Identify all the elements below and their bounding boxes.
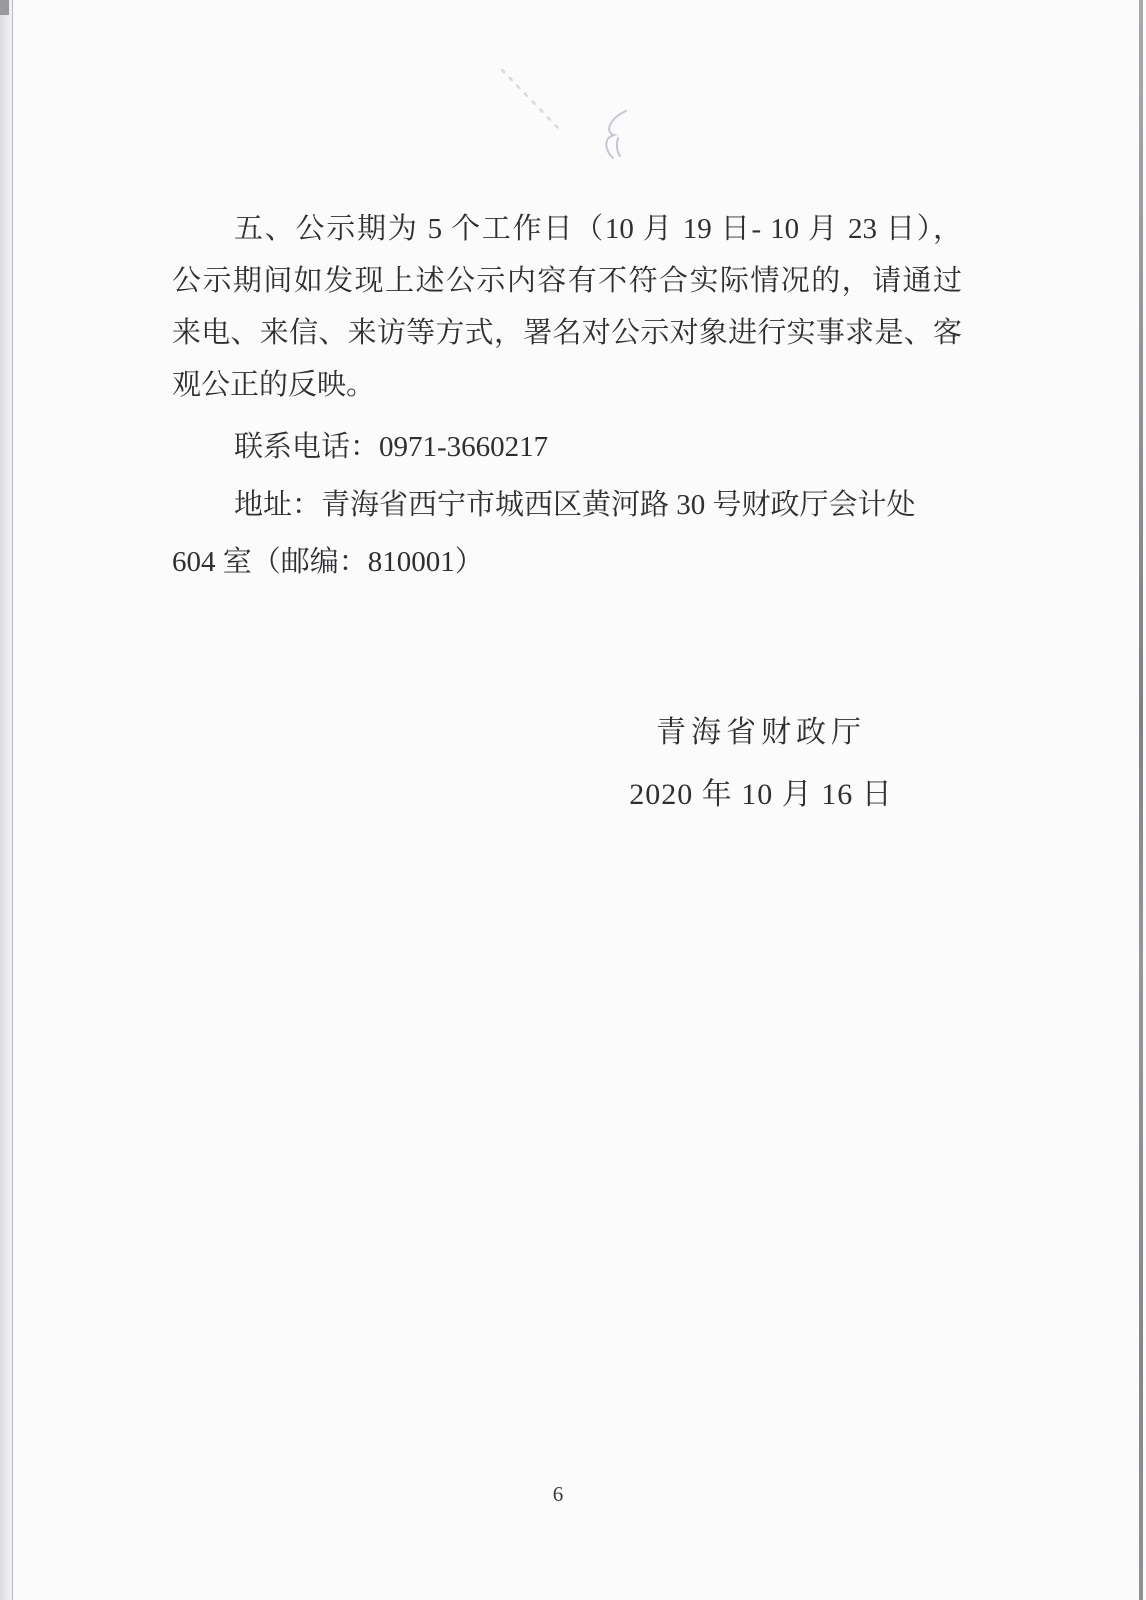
document-body xyxy=(172,203,962,588)
paragraph-line-2: 公示期间如发现上述公示内容有不符合实际情况的，请通过 xyxy=(172,265,962,297)
signature-organization: 青海省财政厅 xyxy=(656,716,866,749)
page-number: 6 xyxy=(552,1482,564,1506)
scan-edge-left-artifact xyxy=(0,0,13,1600)
scan-edge-right-artifact xyxy=(1139,0,1143,1600)
signature-block xyxy=(608,714,914,814)
paragraph-line-3: 来电、来信、来访等方式，署名对公示对象进行实事求是、客 xyxy=(172,317,962,349)
address-line-1: 地址：青海省西宁市城西区黄河路 30 号财政厅会计处 xyxy=(234,489,916,521)
address-line-2: 604 室（邮编：810001） xyxy=(172,546,484,578)
scan-edge-corner-artifact xyxy=(0,0,9,15)
scan-smudge-artifact xyxy=(596,108,636,164)
signature-date: 2020 年 10 月 16 日 xyxy=(629,778,893,811)
paragraph-line-1: 五、公示期为 5 个工作日（10 月 19 日- 10 月 23 日）， xyxy=(234,213,962,245)
scan-streak-artifact xyxy=(496,64,576,144)
paragraph-line-4: 观公正的反映。 xyxy=(172,369,376,401)
contact-phone-line: 联系电话：0971-3660217 xyxy=(234,431,549,463)
